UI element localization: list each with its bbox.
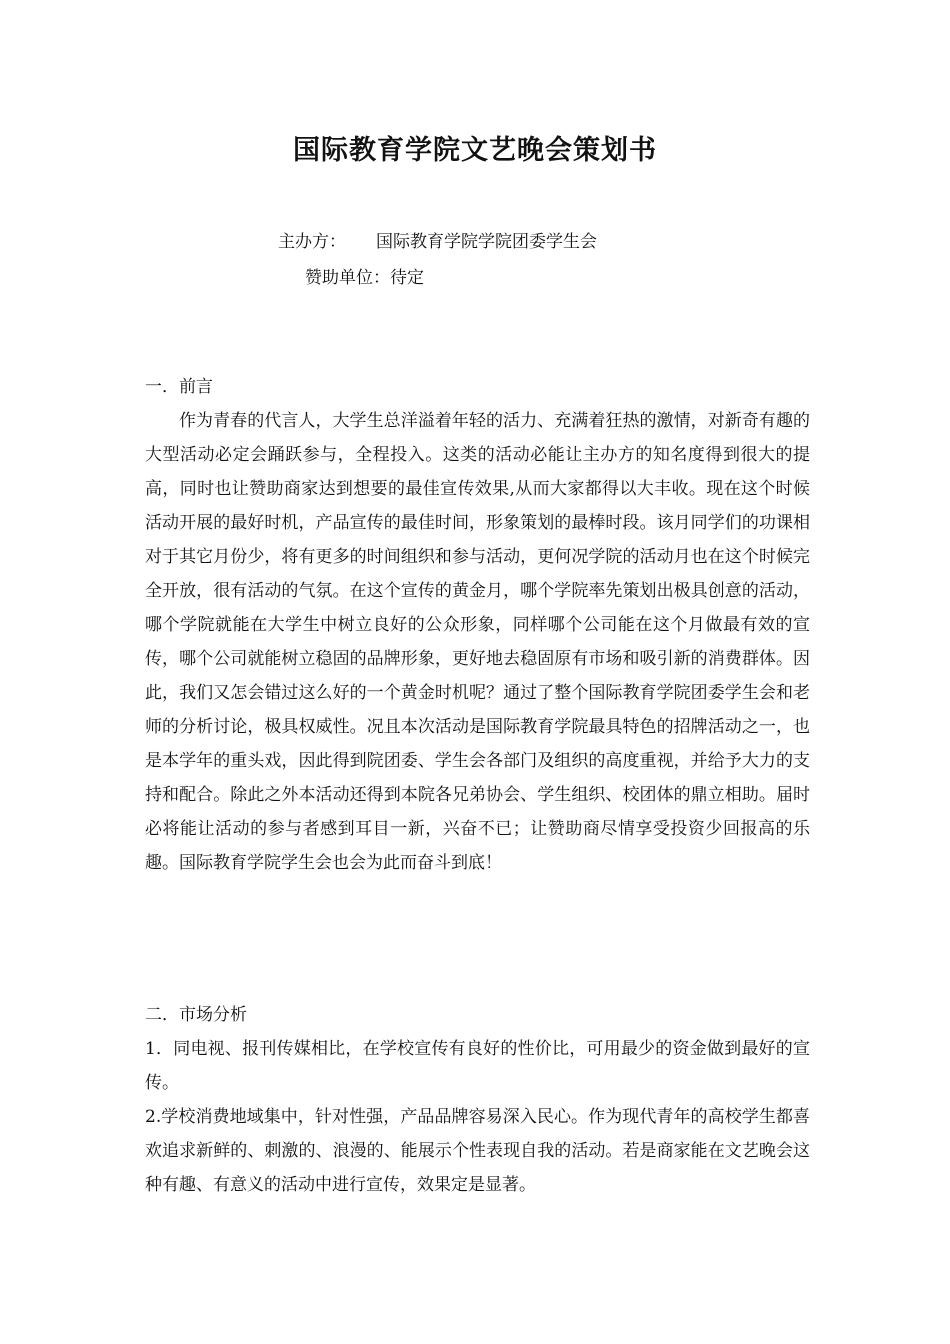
organizer-label: 主办方：: [278, 232, 346, 252]
section-market-analysis: [145, 998, 810, 1202]
section-heading: 一．前言: [145, 377, 213, 397]
list-item: 2.学校消费地域集中，针对性强，产品品牌容易深入民心。作为现代青年的高校学生都喜欢追求新鲜的、刺激的、浪漫的、能展示个性表现自我的活动。若是商家能在文艺晚会这种有趣、有意义的活动中进行宣传，效果定是显著。: [145, 1107, 810, 1195]
organizer-line: [278, 230, 597, 254]
section-heading: 二．市场分析: [145, 1005, 247, 1025]
sponsor-line: 赞助单位：待定: [305, 268, 424, 288]
paragraph: 作为青春的代言人，大学生总洋溢着年轻的活力、充满着狂热的激情，对新奇有趣的大型活动必定会踊跃参与，全程投入。这类的活动必能让主办方的知名度得到很大的提高，同时也让赞助商家达到想要的最佳宣传效果,从而大家都得以大丰收。现在这个时候活动开展的最好时机，产品宣传的最佳时间，形象策划的最棒时段。该月同学们的功课相对于其它月份少，将有更多的时间组织和参与活动，更何况学院的活动月也在这个时候完全开放，很有活动的气氛。在这个宣传的黄金月，哪个学院率先策划出极具创意的活动，哪个学院就能在大学生中树立良好的公众形象，同样哪个公司能在这个月做最有效的宣传，哪个公司就能树立稳固的品牌形象，更好地去稳固原有市场和吸引新的消费群体。因此，我们又怎会错过这么好的一个黄金时机呢？通过了整个国际教育学院团委学生会和老师的分析讨论，极具权威性。况且本次活动是国际教育学院最具特色的招牌活动之一，也是本学年的重头戏，因此得到院团委、学生会各部门及组织的高度重视，并给予大力的支持和配合。除此之外本活动还得到本院各兄弟协会、学生组织、校团体的鼎立相助。届时必将能让活动的参与者感到耳目一新，兴奋不已；让赞助商尽情享受投资少回报高的乐趣。国际教育学院学生会也会为此而奋斗到底！: [145, 411, 810, 873]
document-title: 国际教育学院文艺晚会策划书: [293, 135, 657, 166]
section-preface: [145, 370, 810, 880]
list-item: 1．同电视、报刊传媒相比，在学校宣传有良好的性价比，可用最少的资金做到最好的宣传。: [145, 1039, 810, 1093]
organizer-value: 国际教育学院学院团委学生会: [376, 232, 597, 252]
